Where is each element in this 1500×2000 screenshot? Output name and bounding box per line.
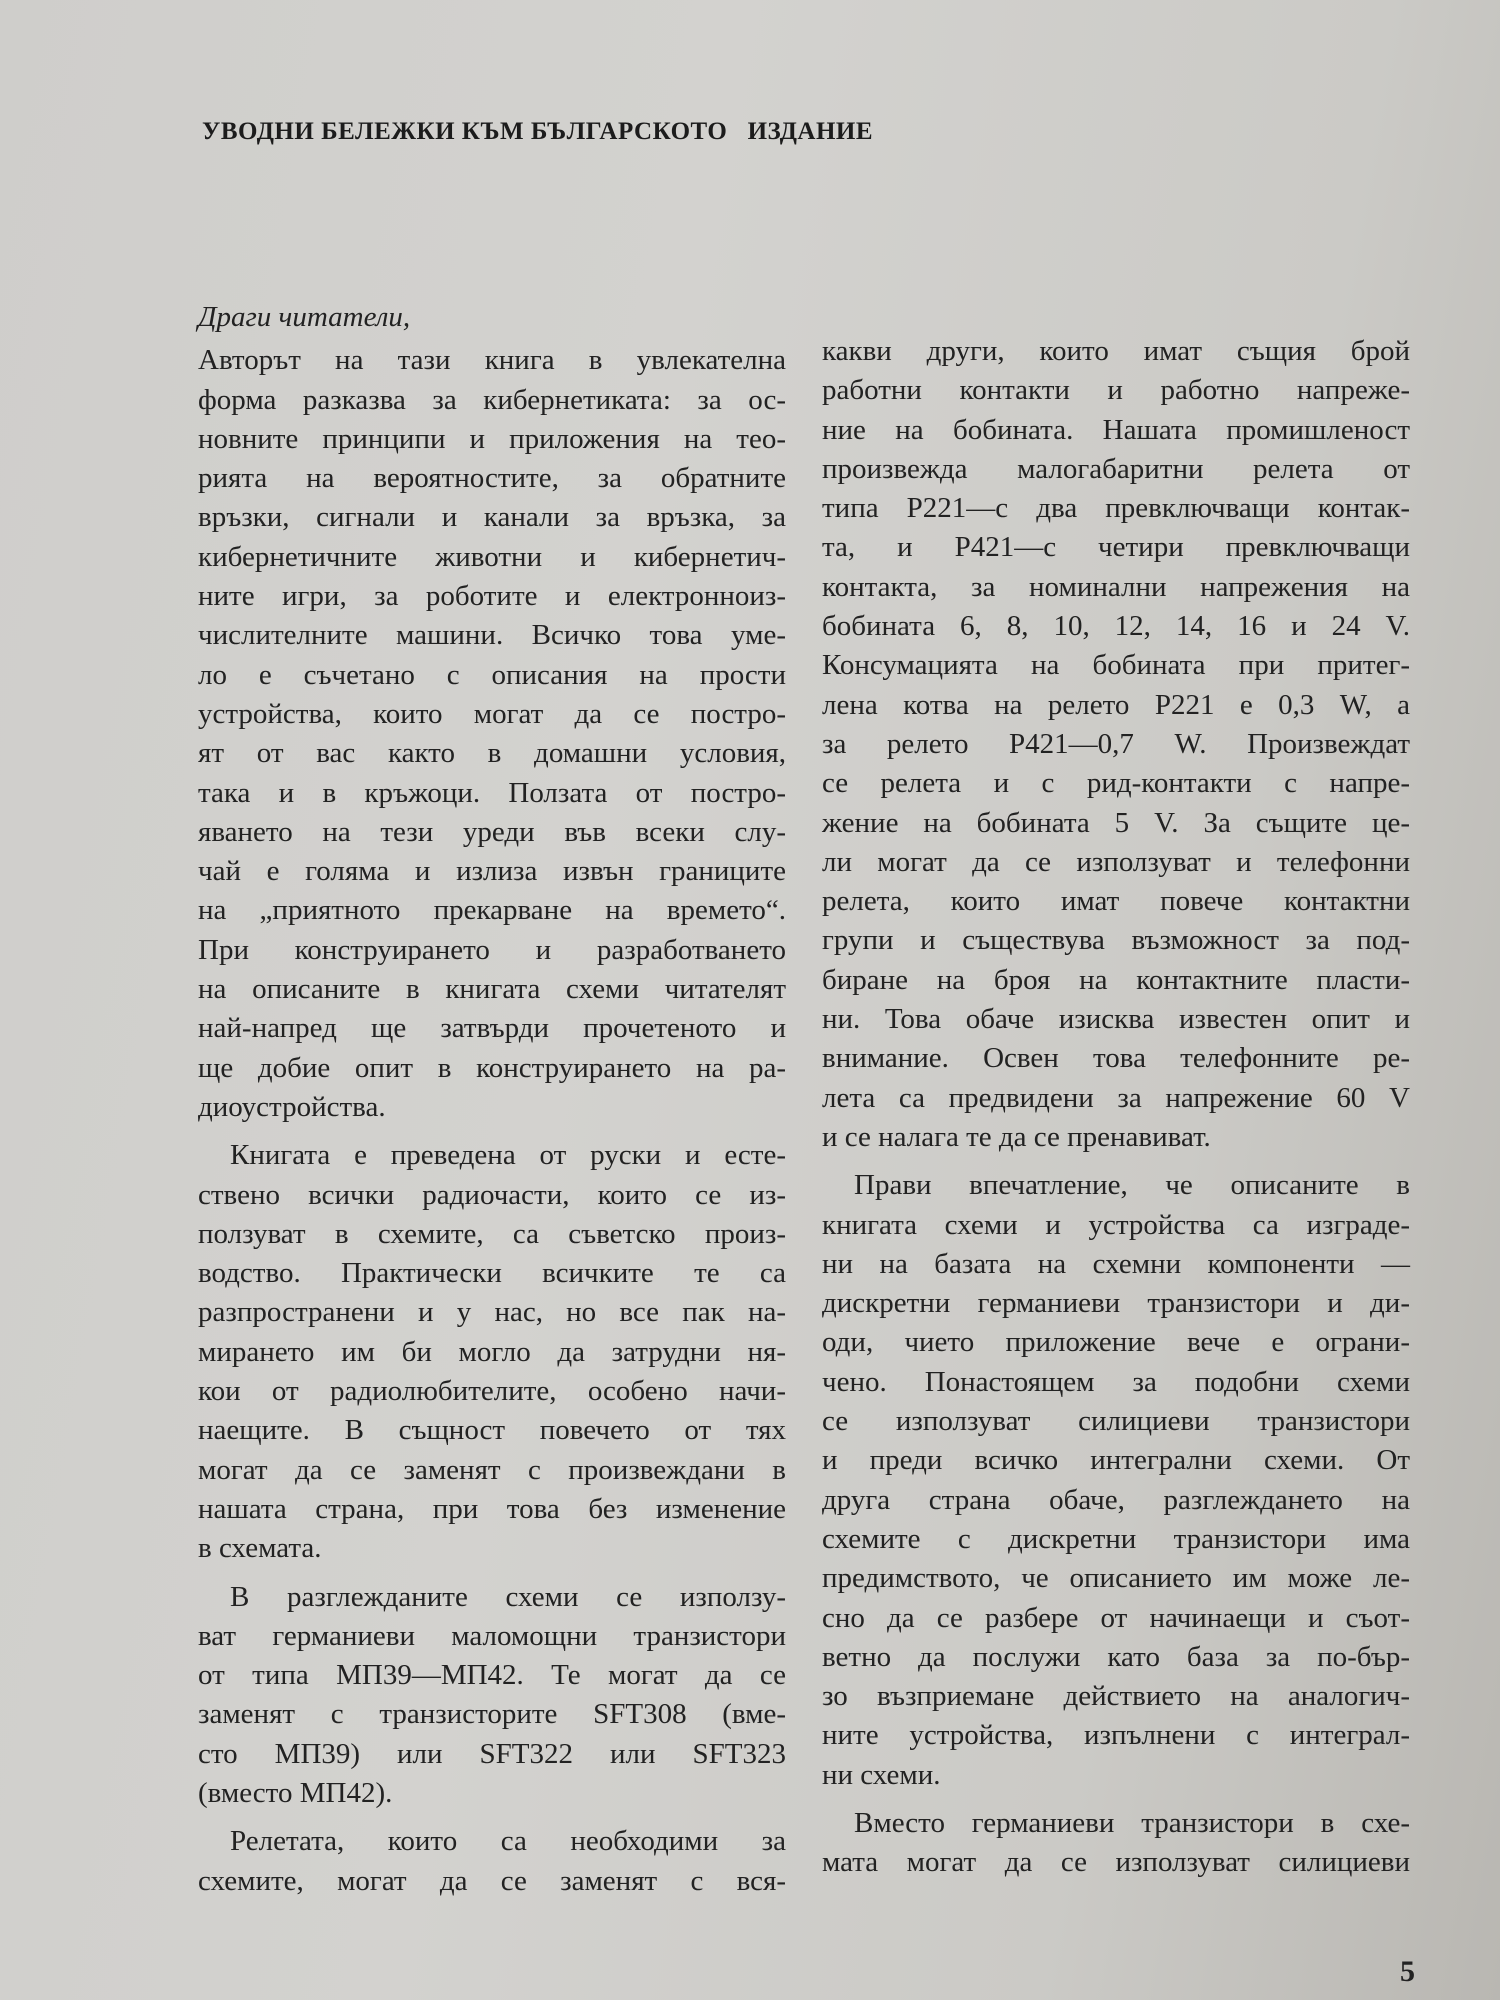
text-line: оди, чието приложение вече е ограни- bbox=[822, 1326, 1410, 1359]
text-line: ни. Това обаче изисква известен опит и bbox=[822, 1003, 1410, 1036]
text-line: Авторът на тази книга в увлекателна bbox=[198, 344, 786, 377]
text-line: ще добие опит в конструирането на ра- bbox=[198, 1051, 786, 1084]
text-line: новните принципи и приложения на тео- bbox=[198, 422, 786, 455]
greeting: Драги читатели, bbox=[198, 301, 411, 333]
text-line: могат да се заменят с произвеждани в bbox=[198, 1453, 786, 1486]
text-line: типа Р221—с два превключващи контак- bbox=[822, 492, 1410, 525]
text-line: дискретни германиеви транзистори и ди- bbox=[822, 1287, 1410, 1320]
text-line: и преди всичко интегрални схеми. От bbox=[822, 1444, 1410, 1477]
text-line: (вместо МП42). bbox=[198, 1776, 393, 1809]
text-line: какви други, които имат същия брой bbox=[822, 335, 1410, 367]
paragraph bbox=[822, 1166, 1410, 1795]
text-line: Прави впечатление, че описаните в bbox=[854, 1169, 1410, 1202]
text-line: наещите. В същност повечето от тях bbox=[198, 1414, 786, 1447]
text-line: схемите, могат да се заменят с вся- bbox=[198, 1864, 786, 1897]
text-line: зо възприемане действието на аналогич- bbox=[822, 1680, 1410, 1713]
text-line: така и в кръжоци. Ползата от постро- bbox=[198, 776, 786, 809]
text-line: мирането им би могло да затрудни ня- bbox=[198, 1335, 786, 1368]
text-line: разпространени и у нас, но все пак на- bbox=[198, 1296, 786, 1329]
paragraph bbox=[198, 341, 786, 1127]
text-line: ли могат да се използуват и телефонни bbox=[822, 845, 1410, 878]
text-line: в схемата. bbox=[198, 1532, 322, 1565]
text-line: ят от вас както в домашни условия, bbox=[198, 737, 786, 770]
text-line: се релета и с рид-контакти с напре- bbox=[822, 767, 1410, 800]
text-line: се използуват силициеви транзистори bbox=[822, 1405, 1410, 1438]
text-line: сно да се разбере от начинаещи и съот- bbox=[822, 1601, 1410, 1634]
text-line: В разглежданите схеми се използу- bbox=[230, 1580, 786, 1613]
text-line: сто МП39) или SFT322 или SFT323 bbox=[198, 1737, 786, 1770]
text-line: кои от радиолюбителите, особено начи- bbox=[198, 1375, 786, 1408]
text-line: мата могат да се използуват силициеви bbox=[822, 1846, 1410, 1879]
text-line: внимание. Освен това телефонните ре- bbox=[822, 1042, 1410, 1075]
paragraph bbox=[822, 332, 1410, 1157]
text-line: водство. Практически всичките те са bbox=[198, 1257, 786, 1290]
page-number: 5 bbox=[1400, 1955, 1415, 1988]
text-line: ние на бобината. Нашата промишленост bbox=[822, 413, 1410, 446]
text-line: ните устройства, изпълнени с интеграл- bbox=[822, 1719, 1410, 1752]
text-line: на описаните в книгата схеми читателят bbox=[198, 973, 786, 1006]
text-line: лена котва на релето Р221 е 0,3 W, а bbox=[822, 688, 1410, 721]
section-heading: УВОДНИ БЕЛЕЖКИ КЪМ БЪЛГАРСКОТО ИЗДАНИЕ bbox=[202, 118, 874, 145]
text-line: бобината 6, 8, 10, 12, 14, 16 и 24 V. bbox=[822, 610, 1410, 643]
paragraph bbox=[198, 1136, 786, 1568]
text-line: та, и Р421—с четири превключващи bbox=[822, 531, 1410, 564]
left-column bbox=[198, 298, 786, 1910]
text-line: устройства, които могат да се постро- bbox=[198, 697, 786, 730]
text-line: Вместо германиеви транзистори в схе- bbox=[854, 1806, 1410, 1839]
text-line: схемите с дискретни транзистори има bbox=[822, 1522, 1410, 1555]
text-line: групи и съществува възможност за под- bbox=[822, 924, 1410, 957]
text-line: ни на базата на схемни компоненти — bbox=[822, 1247, 1410, 1280]
text-line: Книгата е преведена от руски и есте- bbox=[230, 1139, 786, 1172]
text-line: релета, които имат повече контактни bbox=[822, 885, 1410, 918]
text-line: ват германиеви маломощни транзистори bbox=[198, 1619, 786, 1652]
text-line: заменят с транзисторите SFT308 (вме- bbox=[198, 1698, 786, 1731]
text-line: При конструирането и разработването bbox=[198, 933, 786, 966]
text-line: ползуват в схемите, са съветско произ- bbox=[198, 1217, 786, 1250]
text-line: ветно да послужи като база за по-бър- bbox=[822, 1640, 1410, 1673]
text-line: диоустройства. bbox=[198, 1090, 386, 1123]
text-line: произвежда малогабаритни релета от bbox=[822, 452, 1410, 485]
text-line: ните игри, за роботите и електронноиз- bbox=[198, 580, 786, 613]
text-line: от типа МП39—МП42. Те могат да се bbox=[198, 1659, 786, 1692]
text-line: ствено всички радиочасти, които се из- bbox=[198, 1178, 786, 1211]
text-line: връзки, сигнали и канали за връзка, за bbox=[198, 501, 786, 534]
text-line: книгата схеми и устройства са изграде- bbox=[822, 1208, 1410, 1241]
text-line: Релетата, които са необходими за bbox=[230, 1825, 786, 1858]
text-line: предимството, че описанието им може ле- bbox=[822, 1562, 1410, 1595]
right-column bbox=[822, 332, 1410, 1892]
text-line: рията на вероятностите, за обратните bbox=[198, 462, 786, 495]
text-line: контакта, за номинални напрежения на bbox=[822, 570, 1410, 603]
text-line: Консумацията на бобината при притег- bbox=[822, 649, 1410, 682]
text-line: друга страна обаче, разглеждането на bbox=[822, 1483, 1410, 1516]
text-line: работни контакти и работно напреже- bbox=[822, 374, 1410, 407]
text-line: и се налага те да се пренавиват. bbox=[822, 1120, 1211, 1153]
text-line: жение на бобината 5 V. За същите це- bbox=[822, 806, 1410, 839]
text-line: най-напред ще затвърди прочетеното и bbox=[198, 1012, 786, 1045]
text-line: кибернетичните животни и кибернетич- bbox=[198, 540, 786, 573]
text-line: форма разказва за кибернетиката: за ос- bbox=[198, 383, 786, 416]
paragraph bbox=[198, 1578, 786, 1814]
text-line: чай е голяма и излиза извън границите bbox=[198, 855, 786, 888]
text-line: ни схеми. bbox=[822, 1758, 941, 1791]
text-line: нашата страна, при това без изменение bbox=[198, 1492, 786, 1525]
text-line: на „приятното прекарване на времето“. bbox=[198, 894, 786, 927]
paragraph bbox=[822, 1804, 1410, 1883]
text-line: яването на тези уреди във всеки слу- bbox=[198, 815, 786, 848]
text-line: лета са предвидени за напрежение 60 V bbox=[822, 1081, 1410, 1114]
text-line: ло е съчетано с описания на прости bbox=[198, 658, 786, 691]
paragraph bbox=[198, 1822, 786, 1901]
text-line: биране на броя на контактните пласти- bbox=[822, 963, 1410, 996]
text-line: за релето Р421—0,7 W. Произвеждат bbox=[822, 727, 1410, 760]
text-line: числителните машини. Всичко това уме- bbox=[198, 619, 786, 652]
text-line: чено. Понастоящем за подобни схеми bbox=[822, 1365, 1410, 1398]
